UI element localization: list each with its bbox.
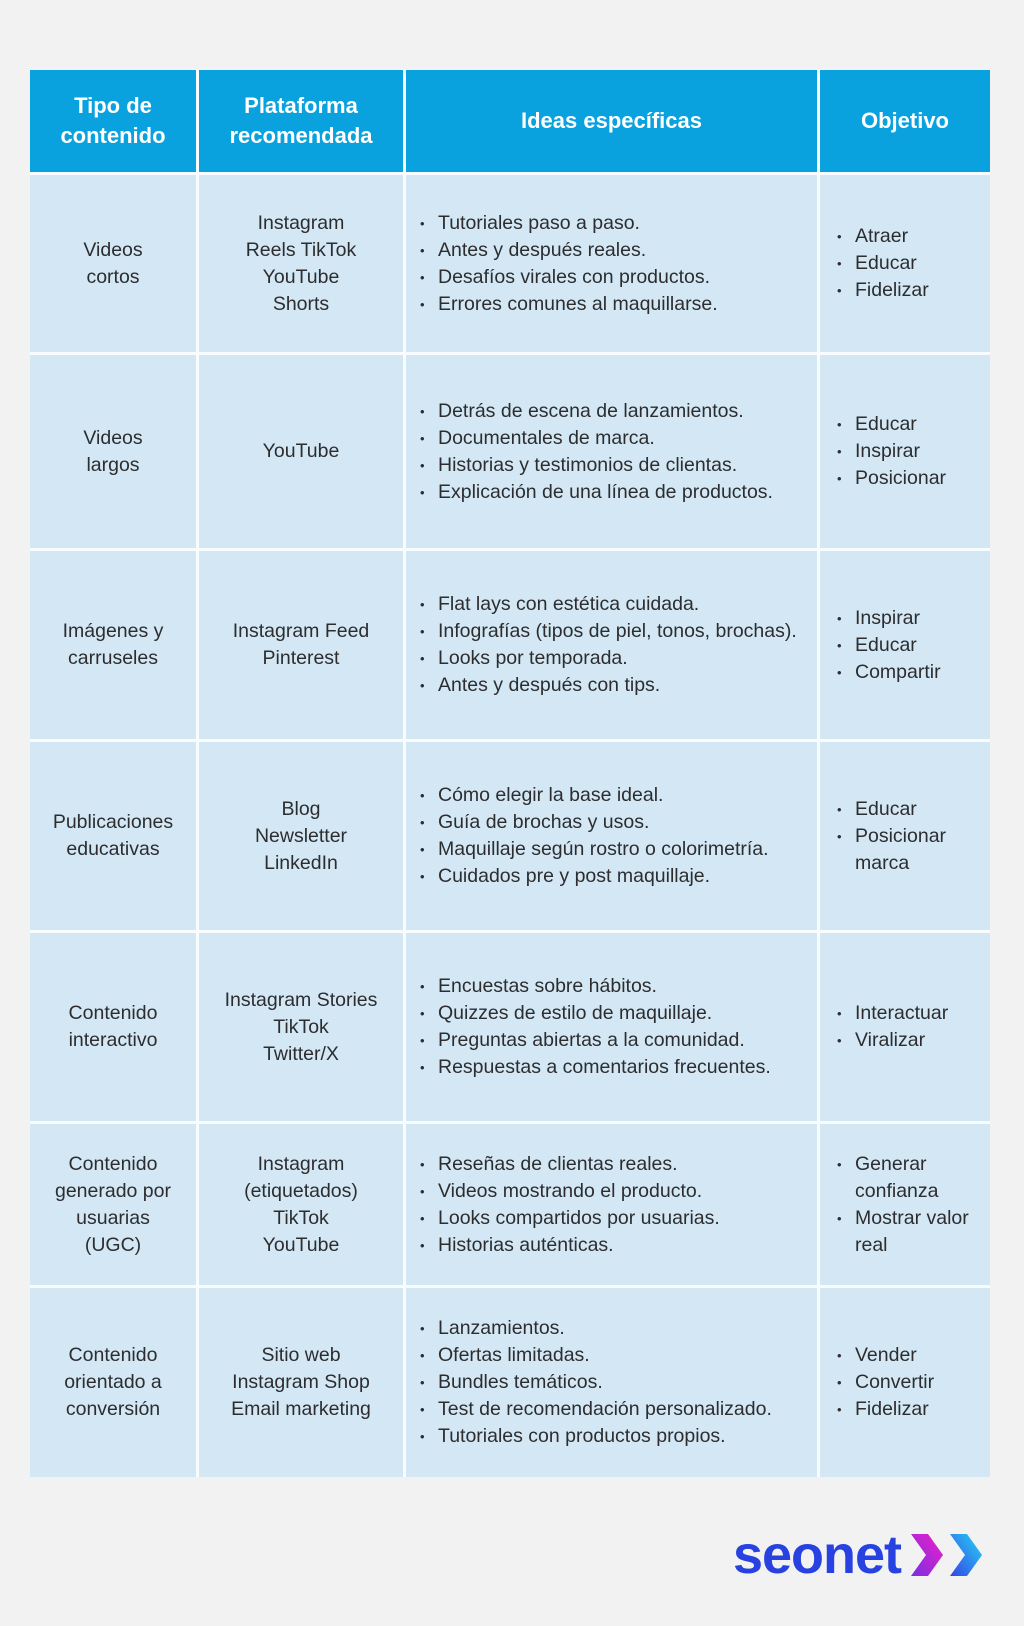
plataforma-line: Sitio web: [261, 1344, 341, 1366]
tipo-line: usuarias: [76, 1206, 150, 1229]
objetivo-text: Vender: [855, 1344, 917, 1366]
bullet-icon: •: [837, 1033, 842, 1048]
idea-text: Lanzamientos.: [438, 1317, 565, 1339]
bullet-icon: •: [837, 1006, 842, 1021]
objetivo-text: Compartir: [855, 660, 941, 683]
objetivo-text: Interactuar: [855, 1002, 949, 1024]
bullet-icon: •: [420, 678, 425, 693]
row-7-tipo-cell: [30, 1288, 196, 1477]
objetivo-text: Inspirar: [855, 440, 921, 462]
idea-item: [420, 591, 799, 618]
bullet-icon: •: [837, 417, 842, 432]
row-4-ideas-cell: [406, 742, 817, 930]
plataforma-line: Reels TikTok: [245, 238, 357, 261]
row-1-objetivo-cell: [820, 175, 990, 352]
plataforma-line: YouTube: [262, 440, 340, 462]
idea-text: Antes y después con tips.: [438, 674, 661, 696]
idea-item: [420, 264, 799, 291]
idea-text: Desafíos virales con productos.: [438, 265, 711, 288]
objetivo-text: Inspirar: [855, 606, 921, 629]
row-7-objetivo-cell: [820, 1288, 990, 1477]
objetivo-text: Viralizar: [855, 1029, 926, 1051]
bullet-icon: •: [420, 1006, 425, 1021]
objetivo-item: [837, 659, 984, 686]
row-2-objetivo-cell: [820, 355, 990, 548]
idea-item: [420, 1315, 799, 1342]
idea-item: [420, 1396, 799, 1423]
tipo-line: Videos: [83, 238, 143, 261]
objetivo-item: [837, 1369, 984, 1396]
bullet-icon: •: [420, 788, 425, 803]
row-5-plataforma-cell: [199, 933, 403, 1121]
idea-item: [420, 782, 799, 809]
row-1-tipo-cell: [30, 175, 196, 352]
bullet-icon: •: [420, 215, 425, 231]
idea-item: [420, 645, 799, 672]
objetivo-text: Educar: [855, 633, 917, 656]
tipo-line: orientado a: [64, 1371, 162, 1393]
idea-item: [420, 479, 799, 506]
header-cell-ideas-especificas: Ideas específicas: [406, 70, 817, 172]
objetivo-item: [837, 1151, 984, 1205]
row-4-objetivo-cell: [820, 742, 990, 930]
row-1-ideas-cell: [406, 175, 817, 352]
bullet-icon: •: [420, 1156, 425, 1172]
objetivo-item: [837, 465, 984, 492]
tipo-line: Contenido: [68, 1002, 158, 1024]
idea-item: [420, 672, 799, 699]
bullet-icon: •: [837, 1348, 842, 1363]
idea-item: [420, 1000, 799, 1027]
idea-text: Cómo elegir la base ideal.: [438, 784, 664, 806]
objetivo-item: [837, 1000, 984, 1027]
plataforma-line: Instagram Stories: [224, 988, 378, 1011]
objetivo-text: Educar: [855, 413, 917, 435]
header-cell-tipo-de-contenido: Tipo de contenido: [30, 70, 196, 172]
idea-text: Documentales de marca.: [438, 426, 655, 449]
idea-text: Preguntas abiertas a la comunidad.: [438, 1029, 745, 1051]
seonet-logo-text: seonet: [732, 1525, 901, 1585]
row-1-plataforma-cell: [199, 175, 403, 352]
objetivo-item: [837, 605, 984, 632]
bullet-icon: •: [420, 457, 425, 473]
idea-text: Tutoriales con productos propios.: [438, 1425, 726, 1447]
idea-item: [420, 1342, 799, 1369]
bullet-icon: •: [420, 842, 425, 857]
bullet-icon: •: [420, 269, 425, 285]
idea-item: [420, 836, 799, 863]
bullet-icon: •: [837, 229, 842, 244]
bullet-icon: •: [420, 1402, 425, 1417]
objetivo-text: Generar confianza: [855, 1152, 939, 1202]
objetivo-item: [837, 277, 984, 304]
row-5-objetivo-cell: [820, 933, 990, 1121]
bullet-icon: •: [837, 283, 842, 298]
row-3-plataforma-cell: [199, 551, 403, 739]
bullet-icon: •: [420, 484, 425, 500]
idea-text: Detrás de escena de lanzamientos.: [438, 399, 744, 422]
plataforma-line: TikTok: [273, 1206, 329, 1229]
bullet-icon: •: [837, 637, 842, 653]
idea-text: Test de recomendación personalizado.: [438, 1398, 772, 1420]
tipo-line: Contenido: [68, 1344, 158, 1366]
objetivo-item: [837, 796, 984, 823]
bullet-icon: •: [420, 979, 425, 994]
row-3-ideas-cell: [406, 551, 817, 739]
idea-item: [420, 237, 799, 264]
header-cell-plataforma-recomendada: Plataforma recomendada: [199, 70, 403, 172]
tipo-line: conversión: [65, 1398, 161, 1420]
idea-text: Respuestas a comentarios frecuentes.: [438, 1056, 771, 1078]
objetivo-item: [837, 1205, 984, 1259]
idea-item: [420, 425, 799, 452]
plataforma-line: Newsletter: [254, 824, 348, 847]
objetivo-text: Educar: [855, 252, 917, 274]
objetivo-item: [837, 1396, 984, 1423]
objetivo-text: Fidelizar: [855, 279, 929, 301]
idea-item: [420, 1423, 799, 1450]
row-3-tipo-cell: [30, 551, 196, 739]
bullet-icon: •: [420, 1183, 425, 1199]
row-6-ideas-cell: [406, 1124, 817, 1285]
idea-item: [420, 1178, 799, 1205]
tipo-line: interactivo: [68, 1029, 158, 1051]
bullet-icon: •: [420, 651, 425, 666]
row-6-tipo-cell: [30, 1124, 196, 1285]
idea-text: Explicación de una línea de productos.: [438, 480, 773, 503]
bullet-icon: •: [420, 1321, 425, 1336]
idea-item: [420, 1151, 799, 1178]
objetivo-item: [837, 632, 984, 659]
tipo-line: Videos: [83, 426, 143, 449]
bullet-icon: •: [420, 1237, 425, 1253]
bullet-icon: •: [420, 815, 425, 830]
tipo-line: cortos: [86, 265, 140, 288]
bullet-icon: •: [837, 801, 842, 817]
plataforma-line: YouTube: [262, 265, 340, 288]
idea-text: Videos mostrando el producto.: [438, 1179, 703, 1202]
tipo-line: carruseles: [68, 647, 158, 669]
bullet-icon: •: [420, 1060, 425, 1075]
row-7-ideas-cell: [406, 1288, 817, 1477]
row-4-tipo-cell: [30, 742, 196, 930]
idea-item: [420, 809, 799, 836]
bullet-icon: •: [837, 1156, 842, 1172]
idea-text: Quizzes de estilo de maquillaje.: [438, 1002, 713, 1024]
bullet-icon: •: [420, 1033, 425, 1048]
objetivo-text: Convertir: [855, 1371, 935, 1393]
idea-text: Looks compartidos por usuarias.: [438, 1206, 720, 1229]
bullet-icon: •: [837, 444, 842, 459]
row-7-plataforma-cell: [199, 1288, 403, 1477]
bullet-icon: •: [420, 597, 425, 612]
row-3-objetivo-cell: [820, 551, 990, 739]
objetivo-text: Fidelizar: [855, 1398, 929, 1420]
idea-item: [420, 973, 799, 1000]
plataforma-line: Blog: [281, 797, 321, 820]
objetivo-text: Atraer: [855, 225, 909, 247]
objetivo-item: [837, 250, 984, 277]
objetivo-item: [837, 1342, 984, 1369]
idea-item: [420, 1205, 799, 1232]
seonet-logo-chevrons-icon: [910, 1533, 988, 1577]
objetivo-text: Posicionar marca: [855, 824, 947, 874]
idea-text: Cuidados pre y post maquillaje.: [438, 865, 711, 887]
objetivo-text: Posicionar: [855, 467, 947, 489]
tipo-line: educativas: [66, 838, 160, 860]
idea-text: Ofertas limitadas.: [438, 1344, 590, 1366]
row-6-plataforma-cell: [199, 1124, 403, 1285]
tipo-line: largos: [86, 453, 140, 476]
tipo-line: Contenido: [68, 1152, 158, 1175]
plataforma-line: Instagram: [257, 1152, 345, 1175]
idea-item: [420, 210, 799, 237]
plataforma-line: TikTok: [273, 1015, 329, 1038]
plataforma-line: Twitter/X: [263, 1042, 339, 1065]
objetivo-text: Educar: [855, 797, 917, 820]
idea-item: [420, 1232, 799, 1259]
bullet-icon: •: [420, 296, 425, 312]
tipo-line: Publicaciones: [52, 811, 174, 833]
bullet-icon: •: [837, 828, 842, 844]
idea-text: Looks por temporada.: [438, 647, 628, 669]
row-4-plataforma-cell: [199, 742, 403, 930]
idea-text: Bundles temáticos.: [438, 1371, 603, 1393]
idea-item: [420, 452, 799, 479]
idea-text: Maquillaje según rostro o colorimetría.: [438, 838, 769, 860]
tipo-line: generado por: [54, 1179, 171, 1202]
idea-item: [420, 1054, 799, 1081]
plataforma-line: Email marketing: [231, 1398, 371, 1420]
plataforma-line: Instagram: [257, 211, 345, 234]
bullet-icon: •: [420, 1375, 425, 1390]
objetivo-item: [837, 223, 984, 250]
idea-item: [420, 618, 799, 645]
plataforma-line: Instagram Feed: [232, 620, 370, 642]
row-6-objetivo-cell: [820, 1124, 990, 1285]
bullet-icon: •: [837, 610, 842, 626]
idea-text: Reseñas de clientas reales.: [438, 1152, 678, 1175]
plataforma-line: Instagram Shop: [232, 1371, 370, 1393]
bullet-icon: •: [420, 430, 425, 446]
bullet-icon: •: [420, 1348, 425, 1363]
plataforma-line: LinkedIn: [264, 851, 338, 874]
idea-text: Flat lays con estética cuidada.: [438, 593, 700, 615]
bullet-icon: •: [837, 1210, 842, 1226]
idea-item: [420, 863, 799, 890]
tipo-line: (UGC): [84, 1233, 142, 1256]
bullet-icon: •: [420, 242, 425, 258]
bullet-icon: •: [837, 471, 842, 486]
objetivo-item: [837, 438, 984, 465]
idea-item: [420, 1027, 799, 1054]
objetivo-item: [837, 823, 984, 877]
bullet-icon: •: [837, 664, 842, 680]
bullet-icon: •: [837, 256, 842, 271]
idea-text: Tutoriales paso a paso.: [438, 211, 640, 234]
plataforma-line: Pinterest: [262, 647, 340, 669]
row-5-ideas-cell: [406, 933, 817, 1121]
row-2-plataforma-cell: [199, 355, 403, 548]
tipo-line: Imágenes y: [62, 620, 164, 642]
idea-item: [420, 1369, 799, 1396]
idea-text: Historias auténticas.: [438, 1233, 614, 1256]
plataforma-line: YouTube: [262, 1233, 340, 1256]
idea-text: Antes y después reales.: [438, 238, 647, 261]
row-5-tipo-cell: [30, 933, 196, 1121]
bullet-icon: •: [837, 1402, 842, 1417]
row-2-ideas-cell: [406, 355, 817, 548]
bullet-icon: •: [420, 624, 425, 639]
row-2-tipo-cell: [30, 355, 196, 548]
idea-text: Infografías (tipos de piel, tonos, brochas).: [438, 620, 797, 642]
objetivo-item: [837, 411, 984, 438]
idea-text: Errores comunes al maquillarse.: [438, 292, 718, 315]
bullet-icon: •: [420, 1210, 425, 1226]
bullet-icon: •: [420, 1429, 425, 1444]
header-cell-objetivo: Objetivo: [820, 70, 990, 172]
bullet-icon: •: [420, 869, 425, 884]
idea-item: [420, 398, 799, 425]
bullet-icon: •: [420, 403, 425, 419]
objetivo-text: Mostrar valor real: [855, 1206, 969, 1256]
seonet-logo: [732, 1525, 988, 1585]
idea-item: [420, 291, 799, 318]
content-table: [30, 70, 990, 1477]
plataforma-line: (etiquetados): [244, 1179, 358, 1202]
idea-text: Guía de brochas y usos.: [438, 811, 650, 833]
idea-text: Encuestas sobre hábitos.: [438, 975, 657, 997]
plataforma-line: Shorts: [272, 292, 330, 315]
bullet-icon: •: [837, 1375, 842, 1390]
idea-text: Historias y testimonios de clientas.: [438, 453, 738, 476]
objetivo-item: [837, 1027, 984, 1054]
